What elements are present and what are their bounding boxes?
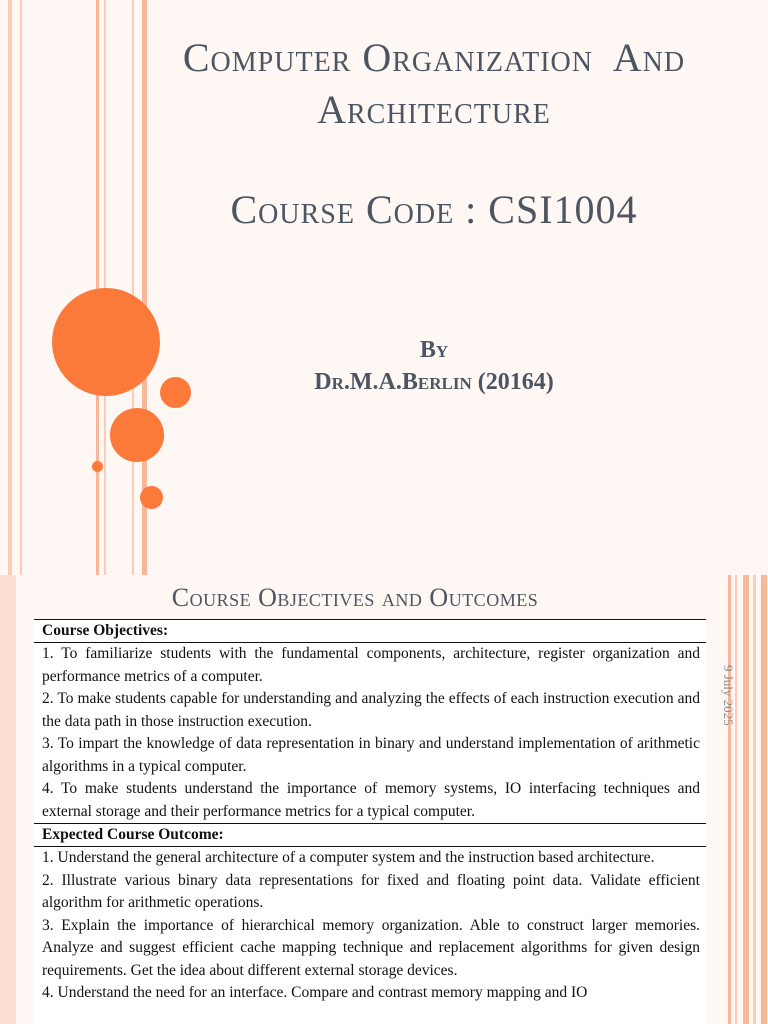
list-item: 3. To impart the knowledge of data representation in binary and understand implementation of arithmetic algorithms in a typical computer. xyxy=(42,735,700,775)
list-item: 3. Explain the importance of hierarchical memory organization. Able to construct larger memories. Analyze and suggest efficient cache mapping technique and replacement algorithms for given design requirements. Get the idea about different external storage devices. xyxy=(42,916,700,979)
outcomes-list xyxy=(34,846,706,1005)
list-item: 2. To make students capable for understanding and analyzing the effects of each instruction execution and the data path in those instruction execution. xyxy=(42,690,700,730)
title-line-1: Computer Organization And xyxy=(182,35,686,80)
decorative-circle-medium xyxy=(110,408,164,462)
left-stripe xyxy=(0,575,16,1024)
by-label: By xyxy=(419,337,449,363)
decorative-circle-small xyxy=(140,486,163,509)
slide-title: Course Objectives and Outcomes xyxy=(171,583,539,612)
list-item: 1. Understand the general architecture of a computer system and the instruction based architecture. xyxy=(42,849,655,866)
list-item: 4. Understand the need for an interface. Compare and contrast memory mapping and IO xyxy=(42,984,588,1001)
objectives-heading: Course Objectives: xyxy=(34,619,706,642)
list-item: 2. Illustrate various binary data representations for fixed and floating point data. Validate efficient algorithm for arithmetic operations. xyxy=(42,871,700,911)
list-item: 1. To familiarize students with the fundamental components, architecture, register organization and performance metrics of a computer. xyxy=(42,645,700,685)
slide-date: 9 July 2025 xyxy=(721,665,736,726)
objectives-slide xyxy=(0,575,768,1024)
objectives-table xyxy=(34,619,706,1024)
title-line-2: Architecture xyxy=(317,87,551,132)
outcomes-heading: Expected Course Outcome: xyxy=(34,823,706,846)
decorative-circle-tiny xyxy=(92,461,103,472)
list-item: 4. To make students understand the importance of memory systems, IO interfacing techniques and external storage and their performance metrics for a typical computer. xyxy=(42,780,700,820)
objectives-list xyxy=(34,642,706,823)
course-code: Course Code : CSI1004 xyxy=(230,187,638,232)
left-stripe-inner xyxy=(16,575,24,1024)
slide-title xyxy=(100,32,768,136)
author-name: Dr.M.A.Berlin (20164) xyxy=(314,369,554,395)
decorative-stripes-right xyxy=(728,575,768,1024)
